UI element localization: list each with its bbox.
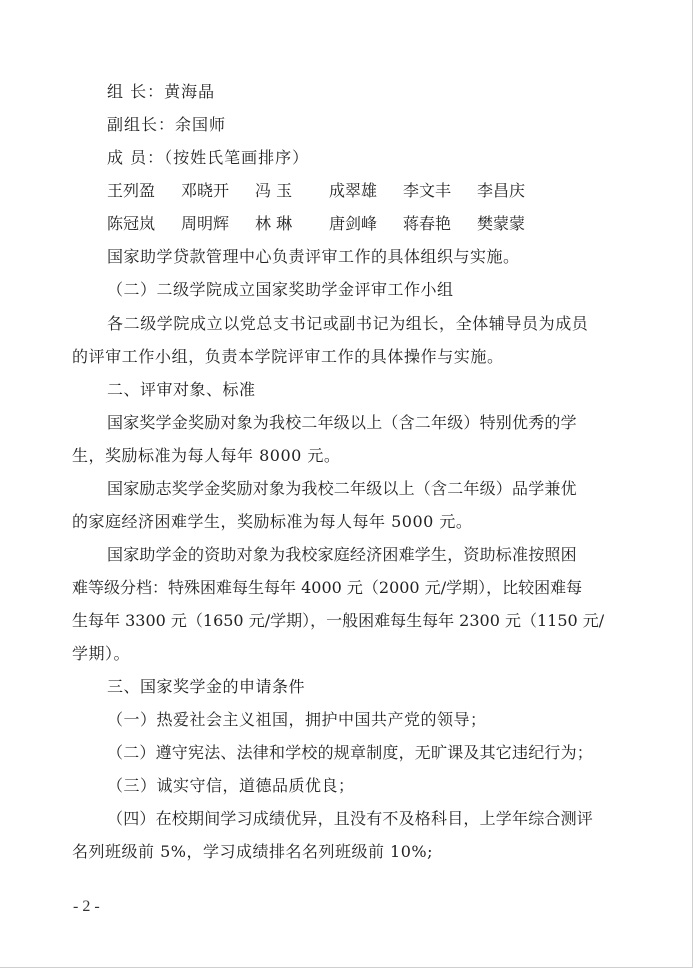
paragraph-5-line-2: 难等级分档：特殊困难每生每年 4000 元（2000 元/学期），比较困难每 (72, 578, 583, 597)
paragraph-2-line-1: 各二级学院成立以党总支书记或副书记为组长，全体辅导员为成员 (107, 314, 589, 333)
leader-line: 组 长：黄海晶 (107, 82, 216, 101)
paragraph-3-line-2: 生，奖励标准为每人每年 8000 元。 (72, 446, 341, 465)
paragraph-4-line-2: 的家庭经济困难学生，奖励标准为每人每年 5000 元。 (72, 512, 473, 531)
member-name: 成翠雄 (329, 181, 378, 200)
paragraph-4-line-1: 国家励志奖学金奖励对象为我校二年级以上（含二年级）品学兼优 (107, 479, 577, 498)
paragraph-5-line-3: 生每年 3300 元（1650 元/学期），一般困难每生每年 2300 元（1150 元/ (72, 611, 605, 630)
members-row-2 (107, 214, 547, 234)
members-title-line: 成 员：（按姓氏笔画排序） (107, 148, 310, 167)
paragraph-5-line-1: 国家助学金的资助对象为我校家庭经济困难学生，资助标准按照困 (107, 545, 577, 564)
section-2-heading: 二、评审对象、标准 (107, 380, 256, 399)
subsection-2-title: （二）二级学院成立国家奖助学金评审工作小组 (107, 280, 454, 299)
member-name: 王列盈 (107, 181, 156, 200)
deputy-leader-line: 副组长：余国师 (107, 115, 227, 134)
condition-4-line-2: 名列班级前 5%，学习成绩排名名列班级前 10%; (72, 842, 434, 861)
page-number: - 2 - (73, 898, 100, 915)
member-name: 周明辉 (181, 214, 230, 233)
member-name: 陈冠岚 (107, 214, 156, 233)
paragraph-1: 国家助学贷款管理中心负责评审工作的具体组织与实施。 (107, 247, 520, 266)
member-name: 唐剑峰 (329, 214, 378, 233)
member-name: 樊蒙蒙 (477, 214, 526, 233)
member-name: 林 琳 (255, 214, 293, 233)
paragraph-2-line-2: 的评审工作小组，负责本学院评审工作的具体操作与实施。 (72, 347, 504, 366)
section-3-heading: 三、国家奖学金的申请条件 (107, 677, 306, 696)
member-name: 李昌庆 (477, 181, 526, 200)
paragraph-3-line-1: 国家奖学金奖励对象为我校二年级以上（含二年级）特别优秀的学 (107, 413, 577, 432)
members-row-1 (107, 181, 547, 201)
member-name: 邓晓开 (181, 181, 230, 200)
member-name: 冯 玉 (255, 181, 293, 200)
paragraph-5-line-4: 学期）。 (72, 644, 131, 663)
condition-2: （二）遵守宪法、法律和学校的规章制度，无旷课及其它违纪行为； (107, 743, 594, 762)
condition-1: （一）热爱社会主义祖国，拥护中国共产党的领导； (107, 710, 487, 729)
condition-4-line-1: （四）在校期间学习成绩优异，且没有不及格科目，上学年综合测评 (107, 809, 594, 828)
condition-3: （三）诚实守信，道德品质优良； (107, 776, 355, 795)
member-name: 蒋春艳 (403, 214, 452, 233)
member-name: 李文丰 (403, 181, 452, 200)
